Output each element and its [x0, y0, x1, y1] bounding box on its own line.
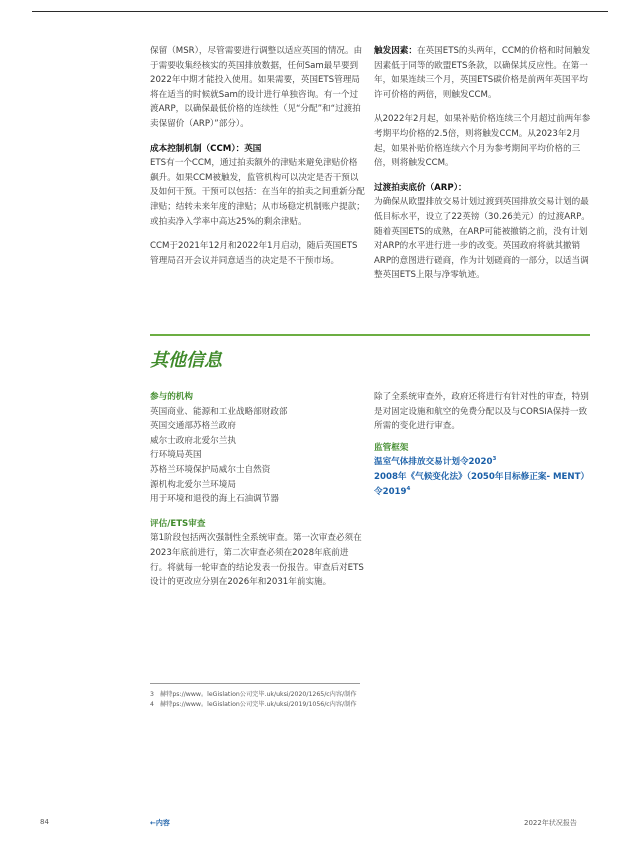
institution-item: 源机构北爱尔兰环境局	[150, 479, 236, 490]
institution-item: 行环境局英国	[150, 450, 202, 461]
footnote-rule	[150, 683, 360, 684]
footnote-ref-4: 4	[406, 485, 411, 492]
footnote-link[interactable]: 赫特ps://www。leGislation公司完毕.uk/uksi/2020/1265/c内容/制作	[160, 691, 357, 698]
institution-item: 用于环境和退役的海上石油调节器	[150, 494, 279, 505]
footnote-item: 4 赫特ps://www。leGislation公司完毕.uk/uksi/2019/1056/c内容/制作	[150, 700, 357, 708]
framework-heading: 监管框架	[374, 442, 409, 453]
targeted-review-paragraph: 除了全系统审查外，政府还将进行有针对性的审查，特别是对固定设施和航空的免费分配以及与CORSIA保持一致所需的变化进行审查。	[374, 392, 589, 432]
institution-item: 威尔士政府北爱尔兰执	[150, 435, 236, 446]
right-column-lower	[374, 390, 594, 499]
top-rule	[32, 11, 608, 12]
review-paragraph: 第1阶段包括两次强制性全系统审查。第一次审查必须在2023年底前进行，第二次审查必须在2028年底前进行。将就每一轮审查的结论发表一份报告。审查后对ETS设计的更改应分别在2026年和2031年前实施。	[150, 533, 364, 588]
footnote-ref-3: 3	[492, 456, 497, 463]
ccm-activation-paragraph: CCM于2021年12月和2022年1月启动，随后英国ETS管理局召开会议并同意适当的决定是不干预市场。	[150, 241, 358, 266]
footnotes	[150, 690, 410, 709]
ccm-paragraph: ETS有一个CCM，通过拍卖额外的津贴来避免津贴价格飙升。如果CCM被触发，监管机构可以决定是否干预以及如何干预。干预可以包括：在当年的拍卖之间重新分配津贴；结转未来年度的津贴；从市场稳定机制账户提款；或拍卖净入学率中高达25%的剩余津贴。	[150, 158, 365, 227]
trigger-heading: 触发因素：	[374, 46, 417, 56]
review-heading: 评估/ETS审查	[150, 518, 206, 529]
trigger-paragraph	[374, 44, 594, 102]
institutions-heading: 参与的机构	[150, 392, 193, 402]
footnote-item: 3 赫特ps://www。leGislation公司完毕.uk/uksi/2020/1265/c内容/制作	[150, 691, 357, 698]
report-title: 2022年状况报告	[524, 819, 577, 827]
institution-item: 英国交通部苏格兰政府	[150, 421, 236, 432]
arp-paragraph: 为确保从欧盟排放交易计划过渡到英国排放交易计划的最低目标水平，设立了22英镑（30.26美元）的过渡ARP。随着英国ETS的成熟，在ARP可能被撤销之前，没有计划对ARP的水平进行进一步的改变。英国政府将就其撤销ARP的意图进行磋商，作为计划磋商的一部分，以适当调整英国ETS上限与净零轨迹。	[374, 197, 590, 281]
back-to-contents-link[interactable]: ←内容	[150, 819, 170, 827]
arp-heading: 过渡拍卖底价（ARP）：	[374, 182, 467, 193]
framework-link-ets-order[interactable]: 温室气体排放交易计划令2020$^3$	[374, 456, 497, 468]
left-column-lower	[150, 390, 365, 590]
section-divider	[150, 334, 590, 336]
footnote-link[interactable]: 赫特ps://www。leGislation公司完毕.uk/uksi/2019/1056/c内容/制作	[160, 700, 357, 708]
right-column-upper	[374, 44, 594, 283]
left-column-upper	[150, 44, 365, 268]
msr-paragraph: 保留（MSR），尽管需要进行调整以适应英国的情况。由于需要收集经核实的英国排放数据，任何Sam最早要到2022年中期才能投入使用。如果需要，英国ETS管理局将在适当的时候就Sam的设计进行单独咨询。有一个过渡ARP，以确保最低价格的连续性（见“分配”和“过渡拍卖保留价（ARP）”部分）。	[150, 46, 363, 129]
section-title: 其他信息	[150, 350, 222, 371]
framework-link-climate-act[interactable]: 2008年《气候变化法》（2050年目标修正案- MENT） 令2019$^4$	[374, 471, 590, 497]
trigger-body: 在英国ETS的头两年，CCM的价格和时间触发因素低于同等的欧盟ETS条款，以确保其反应性。在第一年，如果连续三个月，英国ETS碳价格是前两年英国平均许可价格的两倍，则触发CCM。	[374, 46, 591, 100]
page-number: 84	[40, 818, 49, 826]
trigger-2022-paragraph: 从2022年2月起，如果补贴价格连续三个月超过前两年参考期平均价格的2.5倍，则将触发CCM。从2023年2月起，如果补贴价格连续六个月为参考期间平均价格的三倍，则将触发CCM。	[374, 114, 591, 169]
institution-item: 苏格兰环境保护局威尔士自然资	[150, 464, 271, 475]
institution-item: 英国商业、能源和工业战略部财政部	[150, 406, 288, 417]
ccm-heading: 成本控制机制（CCM）：英国	[150, 143, 262, 154]
